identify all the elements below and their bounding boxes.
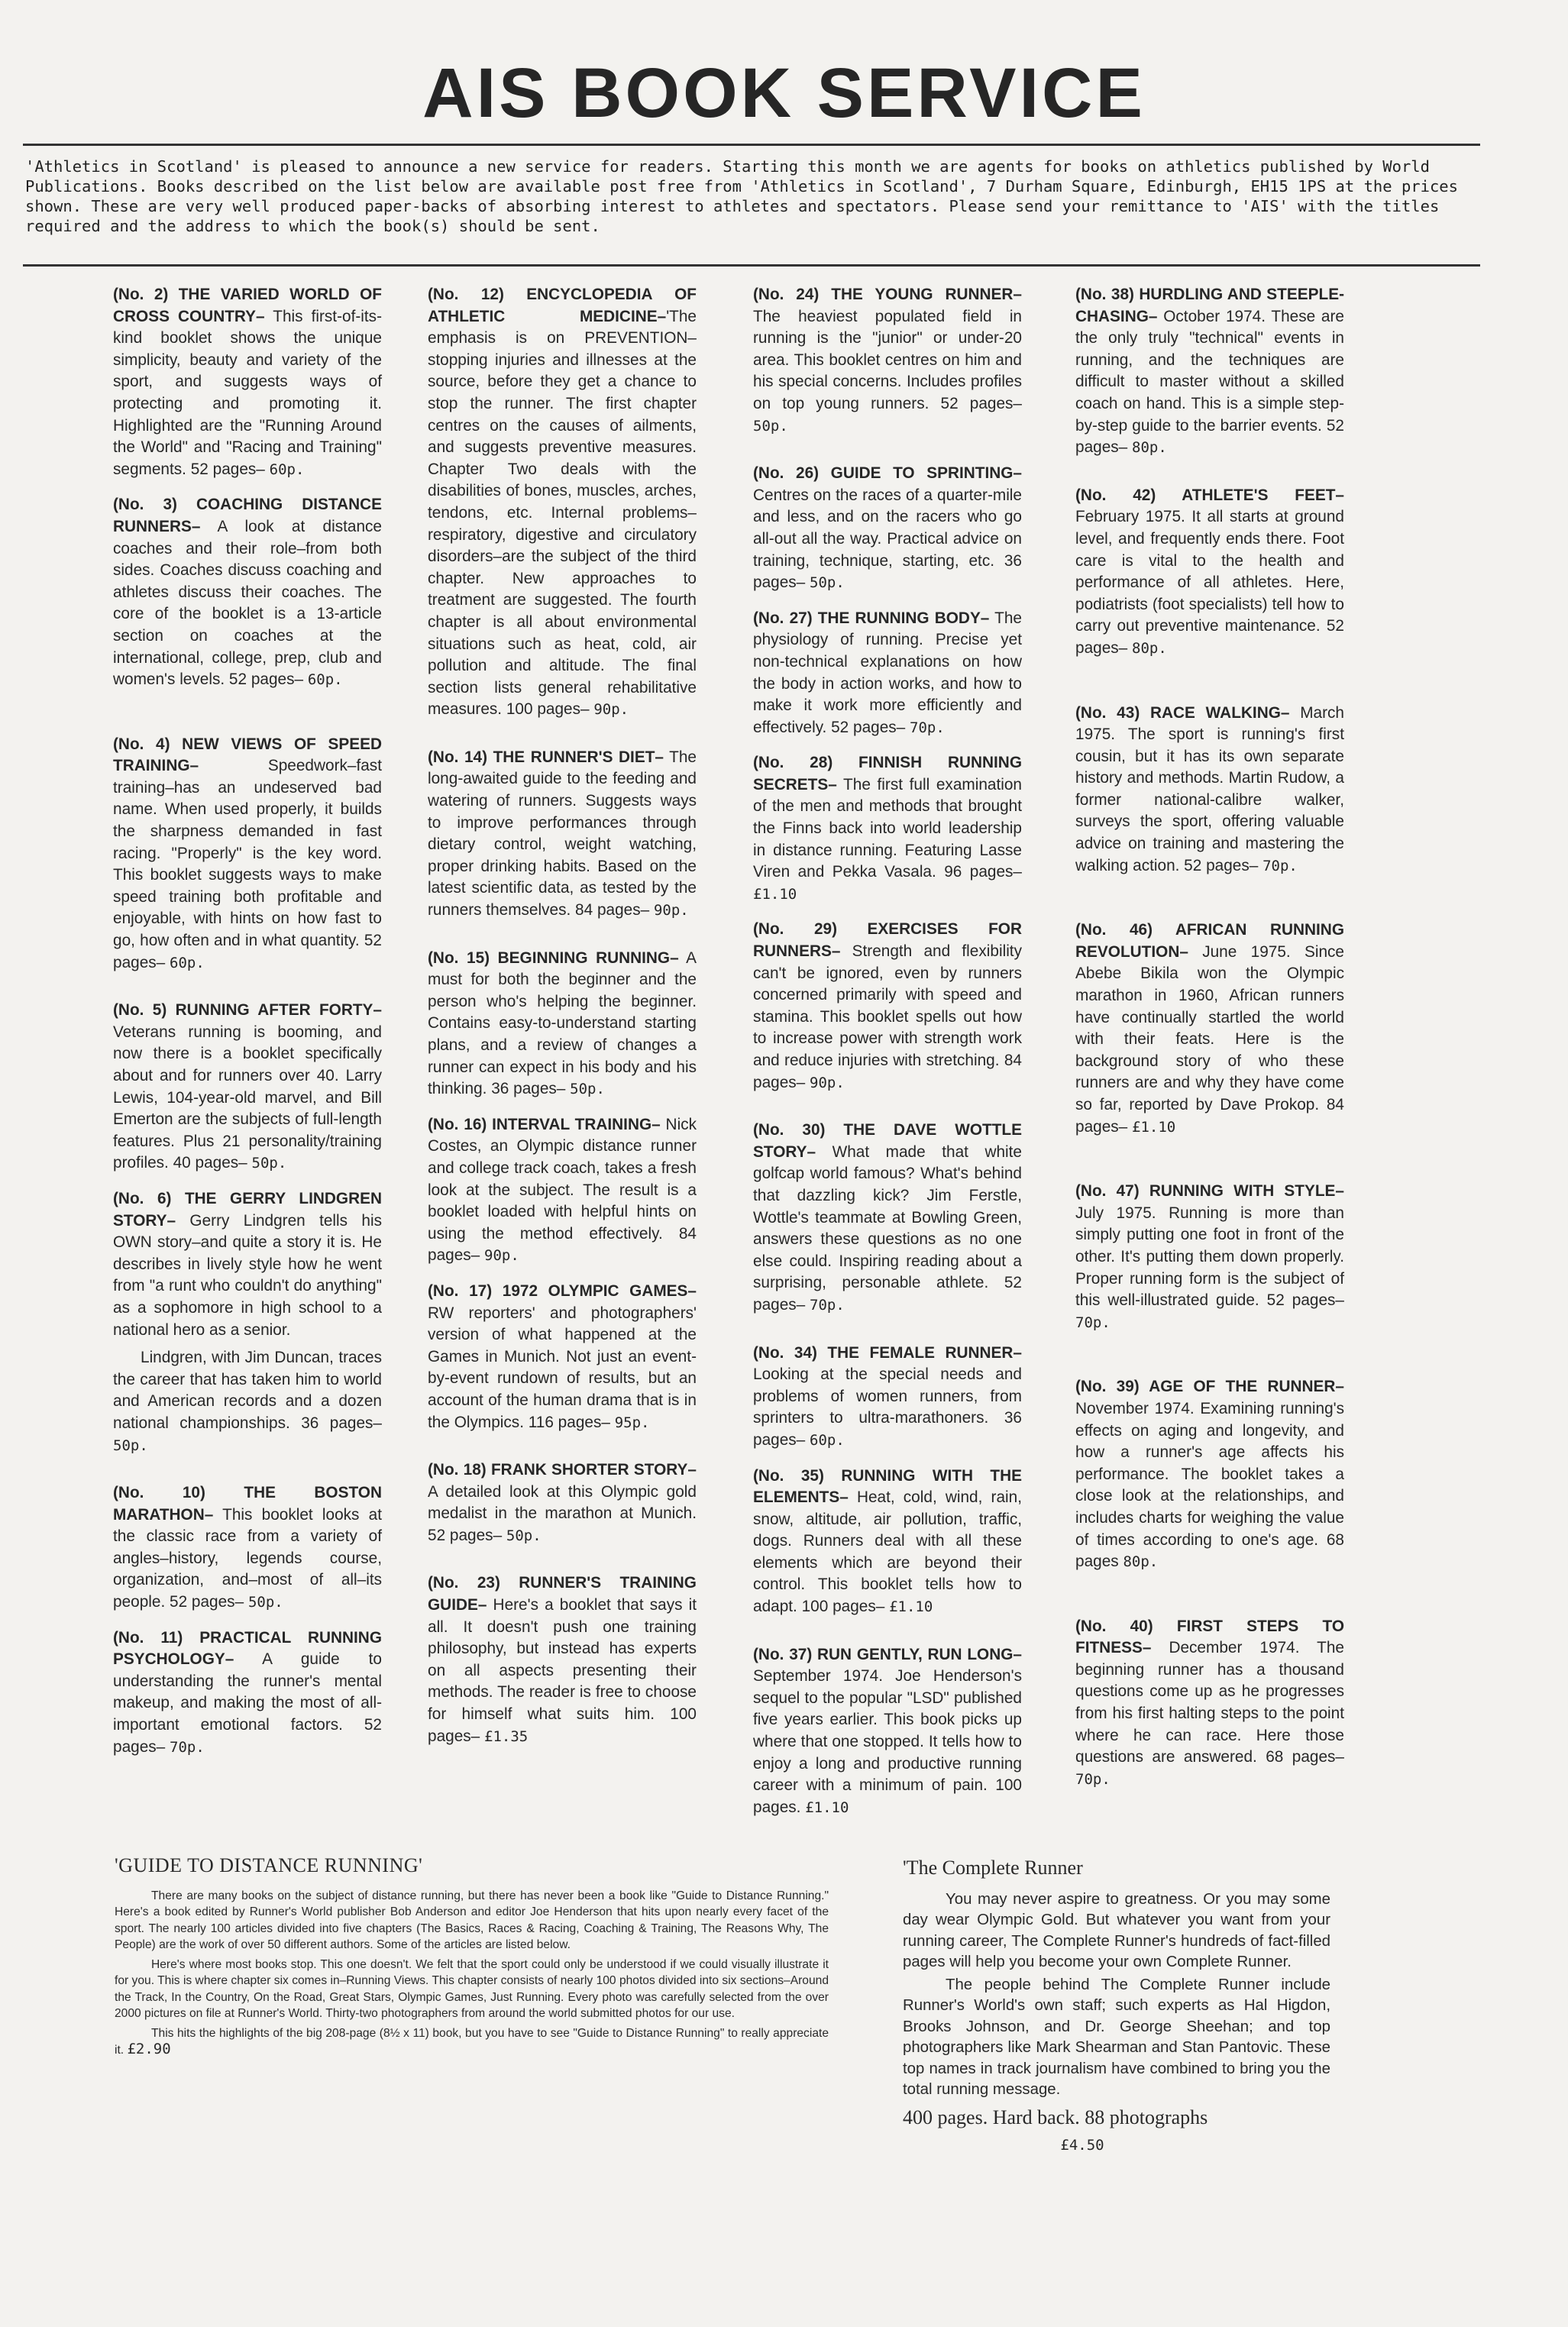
masthead-title: AIS BOOK SERVICE bbox=[422, 54, 1146, 132]
book-description: September 1974. Joe Henderson's sequel to the popular "LSD" published five years earlier. This book picks up where that one stopped. It tells how to enjoy a long and productive running career with a minimum of pain. 100 pages. bbox=[753, 1667, 1022, 1816]
guide-paragraph-2: Here's where most books stop. This one doesn't. We felt that the sport could only be understood if we could visually illustrate it for you. This is where chapter six comes in–Running Views. This chapter consists of nearly 100 photos divided into six sections–Around the Track, In the Country, On the Road, Great Stars, Olympic Games, Just Running. Every photo was carefully selected from the over 2000 pictures on file at Runner's World. Thirty-two photographers from around the world submitted photos for our use. bbox=[115, 1957, 829, 2020]
book-description: October 1974. These are the only truly "technical" events in running, and the techniques are difficult to master without a skilled coach on hand. This is a simple step-by-step guide to the barrier events. 52 pages– bbox=[1075, 307, 1344, 457]
book-entry bbox=[113, 1000, 382, 1175]
guide-title: 'GUIDE TO DISTANCE RUNNING' bbox=[115, 1854, 423, 1876]
book-title: (No. 40) FIRST STEPS TO FITNESS– bbox=[1075, 1617, 1344, 1657]
book-entry bbox=[428, 1572, 697, 1747]
intro-rule bbox=[23, 264, 1480, 267]
book-price: 60p. bbox=[269, 461, 305, 478]
book-description: 'The emphasis is on PREVENTION–stopping injuries and illnesses at the source, before they get a chance to stop the runner. The first chapter centres on the causes of ailments, and suggests preventive measures. Chapter Two deals with the disabilities of bones, muscles, arches, tendons, etc. Internal problems–respiratory, digestive and circulatory disorders–are the subject of the third chapter. New approaches to treatment are suggested. The fourth chapter is all about environmental situations such as heat, cold, air pollution and altitude. The final section lists general rehabilitative measures. 100 pages– bbox=[428, 307, 697, 719]
complete-title: 'The Complete Runner bbox=[903, 1857, 1083, 1879]
book-price: 50p. bbox=[506, 1527, 542, 1544]
book-entry bbox=[1075, 919, 1344, 1138]
book-title: (No. 39) AGE OF THE RUNNER– bbox=[1075, 1378, 1344, 1396]
book-price: 50p. bbox=[247, 1594, 283, 1611]
book-title: (No. 47) RUNNING WITH STYLE– bbox=[1075, 1182, 1344, 1201]
book-description: Speedwork–fast training–has an undeserved bad name. When used properly, it builds the sharpness demanded in fast racing. "Properly" is the key word. This booklet suggests ways to make speed training both profitable and enjoyable, with hints on how fast to go, how often and in what quantity. 52 pages– bbox=[113, 757, 382, 971]
book-title: (No. 38) HURDLING AND STEEPLE-CHASING– bbox=[1075, 286, 1344, 325]
book-price: 50p. bbox=[570, 1081, 605, 1098]
guide-paragraph-1: There are many books on the subject of distance running, but there has never been a book like "Guide to Distance Running." Here's a book edited by Runner's World publisher Bob Anderson and editor Joe Henderson that hits upon nearly every facet of the sport. The nearly 100 articles divided into five chapters (The Basics, Races & Racing, Coaching & Training, The Reasons Why, The People) are the work of over 50 different authors. Some of the articles are listed below. bbox=[115, 1889, 829, 1951]
book-entry bbox=[428, 1281, 697, 1433]
book-title: (No. 2) THE VARIED WORLD OF CROSS COUNTRY– bbox=[113, 286, 382, 325]
column-1 bbox=[113, 284, 382, 1764]
book-title: (No. 26) GUIDE TO SPRINTING– bbox=[753, 464, 1022, 483]
book-description: Here's a booklet that says it all. It doesn't push one training philosophy, but instead has experts on all aspects presenting their methods. The reader is free to choose for himself what suits him. 100 pages– bbox=[428, 1596, 697, 1745]
book-price: 95p. bbox=[614, 1414, 650, 1431]
book-description: The heaviest populated field in running is the "junior" or under-20 area. This booklet centres on him and his special concerns. Includes profiles on top young runners. 52 pages– bbox=[753, 307, 1022, 412]
book-description: November 1974. Examining running's effects on aging and longevity, and how a runner's age affects his performance. The booklet takes a close look at the relationships, and includes charts for weighing the value of times according to one's age. 68 pages bbox=[1075, 1399, 1344, 1571]
book-price: 60p. bbox=[307, 671, 343, 689]
book-entry bbox=[753, 1343, 1022, 1452]
book-description: June 1975. Since Abebe Bikila won the Olympic marathon in 1960, African runners have continually startled the world with their feats. Here is the background story of who these runners are and why they have come so far, reported by Dave Prokop. 84 pages– bbox=[1075, 942, 1344, 1136]
book-title: (No. 35) RUNNING WITH THE ELEMENTS– bbox=[753, 1466, 1022, 1507]
book-entry bbox=[113, 1188, 382, 1341]
book-price: £1.10 bbox=[1132, 1118, 1176, 1136]
intro-paragraph: 'Athletics in Scotland' is pleased to announce a new service for readers. Starting this month we are agents for books on athletics published by World Publications. Books described on the list below are available post free from 'Athletics in Scotland', 7 Durham Square, Edinburgh, EH15 1PS at the prices shown. These are very well produced paper-backs of absorbing interest to athletes and spectators. Please send your remittance to 'AIS' with the titles required and the address to which the book(s) should be sent. bbox=[25, 157, 1458, 235]
book-description: The physiology of running. Precise yet non-technical explanations on how the body in action works, and how to make it work more efficiently and effectively. 52 pages– bbox=[753, 609, 1023, 736]
book-price: 80p. bbox=[1132, 439, 1167, 457]
complete-price: £4.50 bbox=[1060, 2137, 1104, 2154]
book-price: 50p. bbox=[810, 574, 845, 592]
complete-footer: 400 pages. Hard back. 88 photographs bbox=[903, 2106, 1208, 2128]
book-price: £1.10 bbox=[889, 1598, 933, 1616]
book-description: The first full examination of the men and methods that brought the Finns back into world leadership in distance running. Featuring Lasse Viren and Pekka Vasala. 96 pages– bbox=[753, 775, 1022, 881]
book-entry bbox=[1075, 1181, 1344, 1333]
book-description: RW reporters' and photographers' version of what happened at the Games in Munich. Not just an event-by-event rundown of results, but an account of the human drama that is in the Olympics. 116 pages– bbox=[428, 1304, 697, 1431]
book-description: This booklet looks at the classic race from a variety of angles–history, legends course, organization, and–most of all–its people. 52 pages– bbox=[113, 1505, 382, 1611]
book-entry bbox=[113, 1482, 382, 1614]
book-title: (No. 10) THE BOSTON MARATHON– bbox=[113, 1484, 382, 1524]
book-description: Nick Costes, an Olympic distance runner and college track coach, takes a fresh look at the subject. The result is a booklet loaded with helpful hints on using the method effectively. 84 pages– bbox=[428, 1115, 697, 1265]
book-entry bbox=[1075, 284, 1344, 459]
book-price: 70p. bbox=[170, 1738, 205, 1756]
book-description: Gerry Lindgren tells his OWN story–and quite a story it is. He describes in lively style how he went from "a runt who couldn't do anything" as a sophomore in high school to a national hero as a senior. bbox=[113, 1211, 382, 1339]
book-description: Strength and flexibility can't be ignored, even by runners concerned primarily with speed and stamina. This booklet spells out how to increase power with strength work and reduce injuries with stretching. 84 pages– bbox=[753, 942, 1022, 1091]
book-price: 90p. bbox=[810, 1074, 845, 1091]
book-entry bbox=[428, 1459, 697, 1546]
book-entry bbox=[753, 608, 1022, 739]
book-price: 70p. bbox=[1075, 1770, 1111, 1788]
book-title: (No. 29) EXERCISES FOR RUNNERS– bbox=[753, 920, 1022, 961]
book-entry bbox=[113, 494, 382, 690]
book-price: £1.35 bbox=[484, 1727, 529, 1745]
book-title: (No. 12) ENCYCLOPEDIA OF ATHLETIC MEDICINE– bbox=[428, 286, 697, 325]
book-price: 70p. bbox=[1075, 1314, 1111, 1331]
book-description: Heat, cold, wind, rain, snow, altitude, air pollution, traffic, dogs. Runners deal with all these elements which are beyond their control. This booklet tells how to adapt. 100 pages– bbox=[753, 1488, 1022, 1616]
book-entry bbox=[753, 1644, 1022, 1819]
book-description: A guide to understanding the runner's mental makeup, and making the most of all-important emotional factors. 52 pages– bbox=[113, 1650, 382, 1756]
complete-paragraph-1: You may never aspire to greatness. Or you may some day wear Olympic Gold. But whatever you want from your running career, The Complete Runner's hundreds of fact-filled pages will help you become your own Complete Runner. bbox=[903, 1890, 1330, 1970]
book-entry bbox=[753, 284, 1022, 437]
book-title: (No. 14) THE RUNNER'S DIET– bbox=[428, 748, 664, 766]
book-price: 50p. bbox=[251, 1155, 287, 1172]
column-4 bbox=[1075, 284, 1344, 1796]
book-title: (No. 16) INTERVAL TRAINING– bbox=[428, 1115, 661, 1133]
book-title: (No. 43) RACE WALKING– bbox=[1075, 703, 1290, 722]
book-entry bbox=[753, 1466, 1022, 1618]
book-price: 60p. bbox=[810, 1431, 845, 1449]
book-description: A look at distance coaches and their role–from both sides. Coaches discuss coaching and athletes discuss their coaches. The core of the booklet is a 13-article section on coaches at the international, college, prep, club and women's levels. 52 pages– bbox=[113, 517, 382, 689]
book-entry bbox=[1075, 485, 1344, 660]
book-entry bbox=[428, 284, 697, 721]
complete-paragraph-2: The people behind The Complete Runner include Runner's World's own staff; such experts as Hal Higdon, Brooks Johnson, and Dr. George Sheehan; and top photographers like Mark Shearman and Stan Pantovic. These top names in track journalism have combined to bring you the total running message. bbox=[903, 1976, 1330, 2098]
book-title: (No. 24) THE YOUNG RUNNER– bbox=[753, 286, 1022, 303]
book-title: (No. 3) COACHING DISTANCE RUNNERS– bbox=[113, 496, 382, 535]
book-price: 90p. bbox=[653, 902, 689, 919]
book-title: (No. 37) RUN GENTLY, RUN LONG– bbox=[753, 1645, 1022, 1663]
column-2 bbox=[428, 284, 697, 1753]
book-title: (No. 46) AFRICAN RUNNING REVOLUTION– bbox=[1075, 921, 1344, 961]
top-rule bbox=[23, 144, 1480, 146]
complete-runner-ad bbox=[903, 1857, 1330, 2157]
book-entry bbox=[753, 919, 1022, 1094]
book-entry bbox=[753, 752, 1022, 905]
guide-to-distance-running-ad bbox=[115, 1854, 829, 2062]
book-entry bbox=[1075, 1376, 1344, 1572]
book-price: 70p. bbox=[910, 719, 945, 736]
book-title: (No. 5) RUNNING AFTER FORTY– bbox=[113, 1001, 382, 1020]
book-price: £1.10 bbox=[753, 885, 797, 903]
book-title: (No. 18) FRANK SHORTER STORY– bbox=[428, 1461, 697, 1479]
guide-price: £2.90 bbox=[127, 2041, 171, 2057]
book-entry bbox=[428, 747, 697, 922]
book-price: 90p. bbox=[484, 1247, 519, 1265]
guide-paragraph-3-text: This hits the highlights of the big 208-page (8½ x 11) book, but you have to see "Guide to Distance Running" to really appreciate it. bbox=[115, 2026, 829, 2057]
book-title: (No. 34) THE FEMALE RUNNER– bbox=[753, 1343, 1022, 1362]
book-description: A must for both the beginner and the person who's helping the beginner. Contains easy-to-understand starting plans, and a review of changes a runner can expect in his body and his thinking. 36 pages– bbox=[428, 949, 697, 1098]
book-price: 60p. bbox=[170, 954, 205, 971]
book-description: A detailed look at this Olympic gold medalist in the marathon at Munich. 52 pages– bbox=[428, 1482, 697, 1544]
book-price: 90p. bbox=[593, 701, 629, 719]
book-price: 80p. bbox=[1132, 639, 1167, 657]
book-description: Veterans running is booming, and now there is a booklet specifically about and for runners over 40. Larry Lewis, 104-year-old marvel, and Bill Emerton are the subjects of full-length features. Plus 21 personality/training profiles. 40 pages– bbox=[113, 1023, 382, 1172]
book-entry bbox=[113, 1347, 382, 1456]
book-description: December 1974. The beginning runner has a thousand questions come up as he progresses from his first halting steps to the point where he can race. Here those questions are answered. 68 pages– bbox=[1075, 1639, 1344, 1766]
book-entry bbox=[428, 948, 697, 1100]
book-entry bbox=[113, 284, 382, 480]
book-title: (No. 30) THE DAVE WOTTLE STORY– bbox=[753, 1121, 1022, 1161]
book-description: July 1975. Running is more than simply putting one foot in front of the other. It's putting them down properly. Proper running form is the subject of this well-illustrated guide. 52 pages– bbox=[1075, 1204, 1344, 1310]
book-price: 70p. bbox=[810, 1296, 845, 1314]
book-description: Centres on the races of a quarter-mile and less, and on the racers who go all-out all the way. Practical advice on training, technique, starting, etc. 36 pages– bbox=[753, 486, 1022, 592]
book-entry bbox=[1075, 1616, 1344, 1791]
book-title: (No. 27) THE RUNNING BODY– bbox=[753, 609, 990, 627]
book-title: (No. 42) ATHLETE'S FEET– bbox=[1075, 486, 1344, 504]
book-description: This first-of-its-kind booklet shows the unique simplicity, beauty and variety of the sport, and suggests ways of protecting and promoting it. Highlighted are the "Running Around the World" and "Racing and Training" segments. 52 pages– bbox=[113, 307, 382, 478]
book-entry bbox=[1075, 703, 1344, 877]
book-description: March 1975. The sport is running's first cousin, but it has its own separate history and methods. Martin Rudow, a former national-calibre walker, surveys the sport, offering valuable advice on training and mastering the walking action. 52 pages– bbox=[1075, 703, 1344, 874]
book-description: Lindgren, with Jim Duncan, traces the career that has taken him to world and American records and a dozen national championships. 36 pages– bbox=[113, 1349, 382, 1432]
book-title: (No. 4) NEW VIEWS OF SPEED TRAINING– bbox=[113, 735, 382, 775]
book-price: 80p. bbox=[1123, 1553, 1159, 1571]
book-price: £1.10 bbox=[805, 1799, 849, 1816]
column-3 bbox=[753, 284, 1022, 1824]
book-price: 50p. bbox=[753, 417, 788, 435]
guide-paragraph-3 bbox=[115, 2025, 829, 2059]
book-title: (No. 15) BEGINNING RUNNING– bbox=[428, 949, 679, 967]
book-entry bbox=[113, 734, 382, 974]
book-title: (No. 28) FINNISH RUNNING SECRETS– bbox=[753, 754, 1022, 793]
book-title: (No. 17) 1972 OLYMPIC GAMES– bbox=[428, 1281, 697, 1300]
book-price: 70p. bbox=[1262, 857, 1298, 874]
book-title: (No. 23) RUNNER'S TRAINING GUIDE– bbox=[428, 1574, 697, 1614]
book-entry bbox=[753, 1120, 1022, 1316]
book-entry bbox=[428, 1114, 697, 1267]
book-description: The long-awaited guide to the feeding and watering of runners. Suggests ways to improve performances through dietary control, weight watching, proper drinking habits. Based on the latest scientific data, as tested by the runners themselves. 84 pages– bbox=[428, 748, 697, 919]
book-description: February 1975. It all starts at ground level, and frequently ends there. Foot care is vital to the health and performance of all athletes. Here, podiatrists (foot specialists) tell how to carry out preventive maintenance. 52 pages– bbox=[1075, 508, 1344, 657]
book-entry bbox=[753, 463, 1022, 594]
book-entry bbox=[113, 1627, 382, 1759]
book-description: What made that white golfcap world famous? What's behind that dazzling kick? Jim Ferstle, Wottle's teammate at Bowling Green, answers these questions as no one else could. Inspiring reading about a surprising, personable athlete. 52 pages– bbox=[753, 1142, 1022, 1314]
book-title: (No. 6) THE GERRY LINDGREN STORY– bbox=[113, 1189, 382, 1230]
book-title: (No. 11) PRACTICAL RUNNING PSYCHOLOGY– bbox=[113, 1628, 382, 1669]
book-description: Looking at the special needs and problems of women runners, from sprinters to ultra-marathoners. 36 pages– bbox=[753, 1365, 1022, 1449]
book-price: 50p. bbox=[113, 1437, 148, 1454]
